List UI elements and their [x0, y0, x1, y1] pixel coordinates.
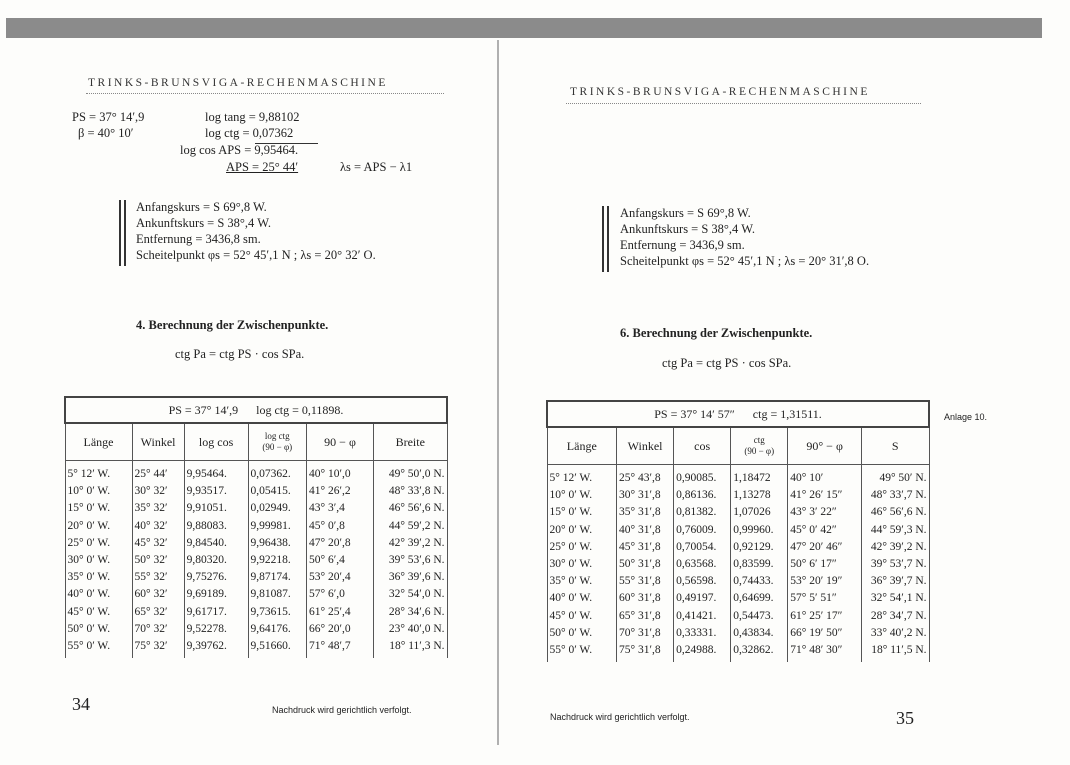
left-section-title: 4. Berechnung der Zwischenpunkte.	[136, 318, 329, 332]
right-col-s	[861, 465, 929, 663]
calc-lambda: λs = APS − λ1	[340, 160, 413, 174]
table-cell: 55° 31′,8	[619, 575, 661, 588]
table-cell: 25° 0′ W.	[549, 540, 593, 553]
table-cell: 0,56598.	[676, 575, 717, 588]
table-cell: 57° 6′,0	[309, 588, 345, 601]
table-cell: 9,73615.	[250, 605, 291, 618]
table-cell: 65° 31′,8	[619, 609, 661, 622]
table-cell: 50° 32′	[134, 554, 168, 567]
table-cell: 0,05415.	[250, 485, 291, 498]
left-running-header: TRINKS-BRUNSVIGA-RECHENMASCHINE	[88, 77, 388, 89]
table-cell: 0,02949.	[250, 502, 291, 515]
right-summary-2: Ankunftskurs = S 38°,4 W.	[620, 222, 755, 236]
table-cell: 0,49197.	[676, 592, 717, 605]
left-col-winkel	[132, 461, 184, 659]
right-col-cos	[674, 465, 731, 663]
table-cell: 1,13278	[733, 489, 771, 502]
table-cell: 20° 0′ W.	[549, 523, 593, 536]
col-header-logcos: log cos	[184, 423, 248, 461]
right-running-header: TRINKS-BRUNSVIGA-RECHENMASCHINE	[570, 86, 870, 98]
right-formula: ctg Pa = ctg PS · cos SPa.	[662, 356, 792, 370]
table-cell: 9,39762.	[186, 640, 227, 653]
table-cell: 50° 0′ W.	[67, 622, 111, 635]
table-cell: 40° 31′,8	[619, 523, 661, 536]
table-cell: 61° 25′,4	[309, 605, 351, 618]
left-page-number: 34	[72, 694, 90, 714]
right-col-laenge	[547, 465, 617, 663]
table-cell: 9,64176.	[250, 622, 291, 635]
table-cell: 48° 33′,8 N.	[388, 485, 445, 498]
table-cell: 47° 20′,8	[309, 536, 351, 549]
table-cell: 70° 32′	[134, 622, 168, 635]
right-page-number: 35	[896, 708, 914, 728]
table-cell: 9,81087.	[250, 588, 291, 601]
left-table-body	[65, 461, 447, 659]
calc-logtang: log tang = 9,88102	[205, 110, 300, 124]
left-formula: ctg Pa = ctg PS · cos SPa.	[175, 347, 305, 361]
left-summary-3: Entfernung = 3436,8 sm.	[136, 232, 261, 246]
table-cell: 50° 6′,4	[309, 554, 345, 567]
table-cell: 9,84540.	[186, 536, 227, 549]
table-cell: 47° 20′ 46″	[790, 540, 843, 553]
table-cell: 60° 32′	[134, 588, 168, 601]
table-cell: 45° 0′ W.	[67, 605, 111, 618]
calc-logcos: log cos APS = 9,95464.	[180, 143, 299, 157]
table-cell: 75° 32′	[134, 640, 168, 653]
table-cell: 35° 0′ W.	[549, 575, 593, 588]
table-cell: 0,41421.	[676, 609, 717, 622]
table-cell: 33° 40′,2 N.	[870, 626, 927, 639]
table-cell: 41° 26′ 15″	[790, 489, 843, 502]
table-cell: 15° 0′ W.	[549, 506, 593, 519]
table-cell: 40° 32′	[134, 519, 168, 532]
table-cell: 10° 0′ W.	[549, 489, 593, 502]
table-cell: 45° 0′ 42″	[790, 523, 837, 536]
table-cell: 9,75276.	[186, 571, 227, 584]
left-col-breite	[374, 461, 447, 659]
table-cell: 9,88083.	[186, 519, 227, 532]
table-cell: 32° 54′,0 N.	[388, 588, 445, 601]
col-header-logctg: log ctg (90 − φ)	[248, 423, 307, 461]
table-cell: 61° 25′ 17″	[790, 609, 843, 622]
table-cell: 0,24988.	[676, 644, 717, 657]
rcol-header-laenge: Länge	[547, 427, 617, 465]
right-header-rule	[566, 103, 921, 104]
rcol-header-cos: cos	[674, 427, 731, 465]
table-cell: 0,32862.	[733, 644, 774, 657]
left-col-logctg	[248, 461, 307, 659]
table-cell: 44° 59′,3 N.	[870, 523, 927, 536]
table-cell: 18° 11′,5 N.	[871, 644, 927, 657]
table-cell: 43° 3′,4	[309, 502, 345, 515]
table-cell: 5° 12′ W.	[67, 468, 111, 480]
table-cell: 40° 10′	[790, 472, 824, 484]
col-header-laenge: Länge	[65, 423, 132, 461]
table-cell: 35° 0′ W.	[67, 571, 111, 584]
table-cell: 50° 0′ W.	[549, 626, 593, 639]
table-cell: 49° 50′ N.	[879, 472, 927, 484]
table-cell: 9,95464.	[186, 468, 227, 480]
table-cell: 25° 0′ W.	[67, 536, 111, 549]
table-cell: 0,63568.	[676, 558, 717, 571]
table-cell: 49° 50′,0 N.	[388, 468, 445, 480]
table-cell: 0,81382.	[676, 506, 717, 519]
table-cell: 53° 20′ 19″	[790, 575, 843, 588]
table-cell: 23° 40′,0 N.	[388, 622, 445, 635]
left-col-90-phi	[307, 461, 374, 659]
right-summary-1: Anfangskurs = S 69°,8 W.	[620, 206, 751, 220]
col-header-90-phi: 90 − φ	[307, 423, 374, 461]
table-cell: 9,51660.	[250, 640, 291, 653]
table-cell: 30° 0′ W.	[67, 554, 111, 567]
calc-logctg: log ctg = 0,07362	[205, 126, 294, 140]
table-cell: 60° 31′,8	[619, 592, 661, 605]
left-summary-1: Anfangskurs = S 69°,8 W.	[136, 200, 267, 214]
right-section-title: 6. Berechnung der Zwischenpunkte.	[620, 326, 813, 340]
table-cell: 9,91051.	[186, 502, 227, 515]
table-cell: 70° 31′,8	[619, 626, 661, 639]
calc-aps: APS = 25° 44′	[226, 160, 299, 174]
table-cell: 43° 3′ 22″	[790, 506, 837, 519]
table-cell: 18° 11′,3 N.	[389, 640, 445, 653]
table-cell: 45° 0′ W.	[549, 609, 593, 622]
table-cell: 39° 53′,6 N.	[388, 554, 445, 567]
left-header-rule	[86, 93, 444, 94]
table-cell: 46° 56′,6 N.	[388, 502, 445, 515]
table-cell: 30° 0′ W.	[549, 558, 593, 571]
table-cell: 0,76009.	[676, 523, 717, 536]
right-col-winkel	[617, 465, 674, 663]
calc-beta: β = 40° 10′	[78, 126, 134, 140]
table-cell: 5° 12′ W.	[549, 472, 593, 484]
table-cell: 0,74433.	[733, 575, 774, 588]
table-cell: 36° 39′,6 N.	[388, 571, 445, 584]
table-cell: 71° 48′ 30″	[790, 644, 843, 657]
left-table-caption-log: log ctg = 0,11898.	[256, 402, 344, 417]
table-cell: 42° 39′,2 N.	[388, 536, 445, 549]
calc-ps: PS = 37° 14′,9	[72, 110, 145, 124]
table-cell: 45° 31′,8	[619, 540, 661, 553]
table-cell: 40° 10′,0	[309, 468, 351, 480]
left-table-caption-ps: PS = 37° 14′,9	[168, 402, 239, 417]
rcol-header-s: S	[861, 427, 929, 465]
table-cell: 66° 20′,0	[309, 622, 351, 635]
table-cell: 55° 0′ W.	[549, 644, 593, 657]
right-table-caption-ps: PS = 37° 14′ 57″	[654, 406, 735, 421]
scan-top-edge	[6, 18, 1042, 38]
table-cell: 1,07026	[733, 506, 771, 519]
table-cell: 0,07362.	[250, 468, 291, 480]
table-cell: 53° 20′,4	[309, 571, 351, 584]
table-cell: 35° 31′,8	[619, 506, 661, 519]
table-cell: 39° 53′,7 N.	[870, 558, 927, 571]
right-summary-3: Entfernung = 3436,9 sm.	[620, 238, 745, 252]
left-summary-4: Scheitelpunkt φs = 52° 45′,1 N ; λs = 20° 32′ O.	[136, 248, 376, 262]
left-col-logcos	[184, 461, 248, 659]
table-cell: 0,92129.	[733, 540, 774, 553]
table-cell: 30° 31′,8	[619, 489, 661, 502]
table-cell: 9,69189.	[186, 588, 227, 601]
table-cell: 25° 44′	[134, 468, 168, 480]
table-cell: 0,86136.	[676, 489, 717, 502]
table-cell: 45° 32′	[134, 536, 168, 549]
table-cell: 0,54473.	[733, 609, 774, 622]
table-cell: 0,64699.	[733, 592, 774, 605]
table-cell: 45° 0′,8	[309, 519, 345, 532]
table-cell: 75° 31′,8	[619, 644, 661, 657]
left-col-laenge	[65, 461, 132, 659]
table-cell: 1,18472	[733, 472, 771, 484]
table-cell: 30° 32′	[134, 485, 168, 498]
table-cell: 25° 43′,8	[619, 472, 661, 484]
col-header-winkel: Winkel	[132, 423, 184, 461]
table-cell: 65° 32′	[134, 605, 168, 618]
rcol-header-ctg: ctg (90 − φ)	[731, 427, 788, 465]
table-cell: 55° 32′	[134, 571, 168, 584]
table-cell: 9,87174.	[250, 571, 291, 584]
right-table-body	[547, 465, 929, 663]
left-footer: Nachdruck wird gerichtlich verfolgt.	[272, 705, 412, 715]
right-col-ctg	[731, 465, 788, 663]
table-cell: 9,80320.	[186, 554, 227, 567]
table-cell: 0,83599.	[733, 558, 774, 571]
anlage-label: Anlage 10.	[944, 412, 988, 422]
table-cell: 0,33331.	[676, 626, 717, 639]
table-cell: 35° 32′	[134, 502, 168, 515]
table-cell: 9,99981.	[250, 519, 291, 532]
table-cell: 46° 56′,6 N.	[870, 506, 927, 519]
table-cell: 41° 26′,2	[309, 485, 351, 498]
right-footer: Nachdruck wird gerichtlich verfolgt.	[550, 712, 690, 722]
table-cell: 0,43834.	[733, 626, 774, 639]
table-cell: 40° 0′ W.	[67, 588, 111, 601]
right-table	[546, 400, 930, 662]
table-cell: 50° 31′,8	[619, 558, 661, 571]
table-cell: 57° 5′ 51″	[790, 592, 837, 605]
table-cell: 40° 0′ W.	[549, 592, 593, 605]
table-cell: 66° 19′ 50″	[790, 626, 843, 639]
table-cell: 71° 48′,7	[309, 640, 351, 653]
table-cell: 0,70054.	[676, 540, 717, 553]
right-table-caption-ctg: ctg = 1,31511.	[752, 406, 822, 421]
table-cell: 0,99960.	[733, 523, 774, 536]
table-cell: 42° 39′,2 N.	[870, 540, 927, 553]
table-cell: 9,61717.	[186, 605, 227, 618]
book-spine	[497, 40, 499, 745]
rcol-header-90-phi: 90° − φ	[788, 427, 862, 465]
table-cell: 9,52278.	[186, 622, 227, 635]
table-cell: 55° 0′ W.	[67, 640, 111, 653]
table-cell: 32° 54′,1 N.	[870, 592, 927, 605]
right-summary-4: Scheitelpunkt φs = 52° 45′,1 N ; λs = 20° 31′,8 O.	[620, 254, 870, 268]
table-cell: 28° 34′,7 N.	[870, 609, 927, 622]
rcol-header-winkel: Winkel	[617, 427, 674, 465]
right-col-90-phi	[788, 465, 862, 663]
table-cell: 44° 59′,2 N.	[388, 519, 445, 532]
table-cell: 0,90085.	[676, 472, 717, 484]
table-cell: 36° 39′,7 N.	[870, 575, 927, 588]
table-cell: 10° 0′ W.	[67, 485, 111, 498]
table-cell: 9,93517.	[186, 485, 227, 498]
table-cell: 50° 6′ 17″	[790, 558, 837, 571]
table-cell: 9,96438.	[250, 536, 291, 549]
col-header-breite: Breite	[374, 423, 447, 461]
left-summary-2: Ankunftskurs = S 38°,4 W.	[136, 216, 271, 230]
table-cell: 15° 0′ W.	[67, 502, 111, 515]
table-cell: 48° 33′,7 N.	[870, 489, 927, 502]
table-cell: 20° 0′ W.	[67, 519, 111, 532]
table-cell: 9,92218.	[250, 554, 291, 567]
left-table	[64, 396, 448, 658]
table-cell: 28° 34′,6 N.	[388, 605, 445, 618]
